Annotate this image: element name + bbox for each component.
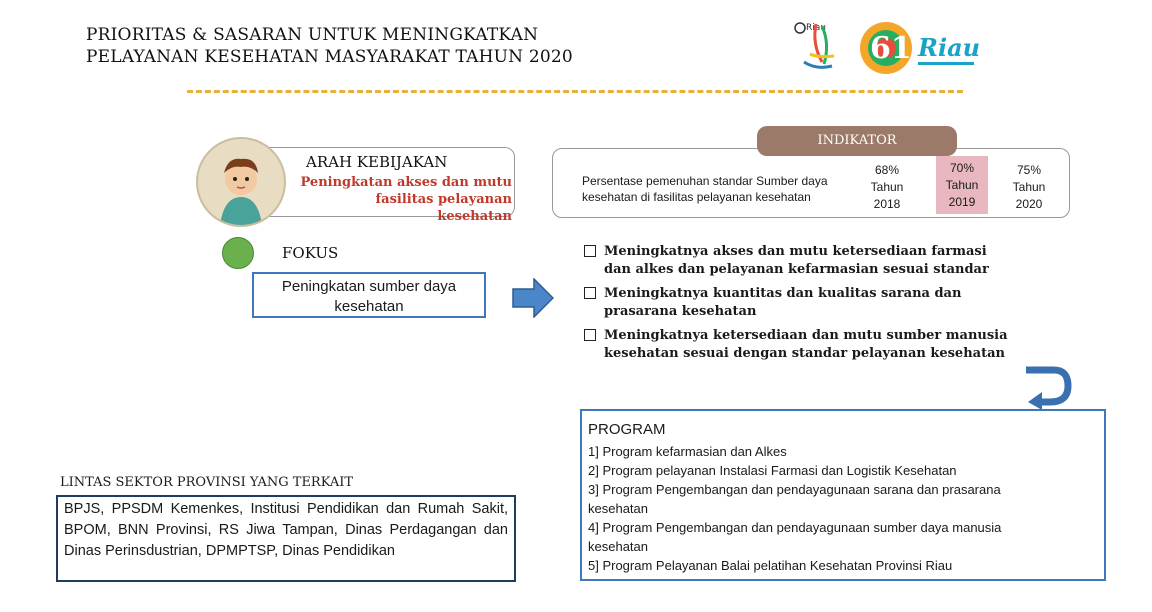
arah-kebijakan-title: ARAH KEBIJAKAN: [306, 153, 448, 171]
fokus-box: Peningkatan sumber daya kesehatan: [252, 272, 486, 318]
list-item: 3] Program Pengembangan dan pendayagunaan sarana dan prasarana kesehatan: [588, 482, 1001, 516]
program-title: PROGRAM: [588, 421, 666, 438]
logo-number: 61: [870, 31, 912, 66]
riau-61-anniversary-logo: [856, 12, 980, 82]
checkbox-bullet-icon: [584, 287, 596, 299]
list-item: 1] Program kefarmasian dan Alkes: [588, 444, 787, 459]
list-item: 2] Program pelayanan Instalasi Farmasi dan Logistik Kesehatan: [588, 463, 957, 478]
boy-avatar-icon: [198, 139, 284, 225]
title-divider: [187, 90, 963, 93]
outcome-list: [584, 243, 1024, 369]
program-list: [588, 442, 1098, 575]
riau-emblem-logo: [786, 14, 844, 74]
curved-arrow-icon: [1020, 366, 1072, 410]
page-title: PRIORITAS & SASARAN UNTUK MENINGKATKAN PELAYANAN KESEHATAN MASYARAKAT TAHUN 2020: [86, 25, 573, 67]
logo-riau-text: Riau: [918, 33, 980, 62]
list-item: 5] Program Pelayanan Balai pelatihan Kesehatan Provinsi Riau: [588, 558, 953, 573]
arah-kebijakan-text: Peningkatan akses dan mutu fasilitas pelayanan kesehatan: [300, 175, 512, 224]
green-circle-icon: [222, 237, 254, 269]
indikator-text: Persentase pemenuhan standar Sumber daya kesehatan di fasilitas pelayanan kesehatan: [582, 174, 828, 204]
list-item: Meningkatnya ketersediaan dan mutu sumber manusia kesehatan sesuai dengan standar pelayanan kesehatan: [584, 327, 1024, 362]
fokus-title: FOKUS: [282, 244, 339, 262]
arrow-right-icon: [512, 278, 554, 318]
target-2020: 75% Tahun 2020: [1012, 163, 1046, 211]
list-item: 4] Program Pengembangan dan pendayagunaan sumber daya manusia kesehatan: [588, 520, 1002, 554]
list-item: Meningkatnya akses dan mutu ketersediaan farmasi dan alkes dan pelayanan kefarmasian sesuai standar: [584, 243, 1024, 278]
svg-text:Riau: Riau: [806, 23, 826, 33]
indikator-tab: INDIKATOR: [757, 126, 957, 156]
checkbox-bullet-icon: [584, 245, 596, 257]
avatar: [196, 137, 286, 227]
checkbox-bullet-icon: [584, 329, 596, 341]
target-2019: 70% Tahun 2019: [936, 156, 988, 214]
target-2018: 68% Tahun 2018: [870, 163, 904, 211]
list-item: Meningkatnya kuantitas dan kualitas sarana dan prasarana kesehatan: [584, 285, 1024, 320]
lintas-sektor-box: BPJS, PPSDM Kemenkes, Institusi Pendidikan dan Rumah Sakit, BPOM, BNN Provinsi, RS Jiwa Tampan, Dinas Perdagangan dan Dinas Perinsdustrian, DPMPTSP, Dinas Pendidikan: [56, 495, 516, 582]
lintas-sektor-title: LINTAS SEKTOR PROVINSI YANG TERKAIT: [60, 475, 354, 490]
